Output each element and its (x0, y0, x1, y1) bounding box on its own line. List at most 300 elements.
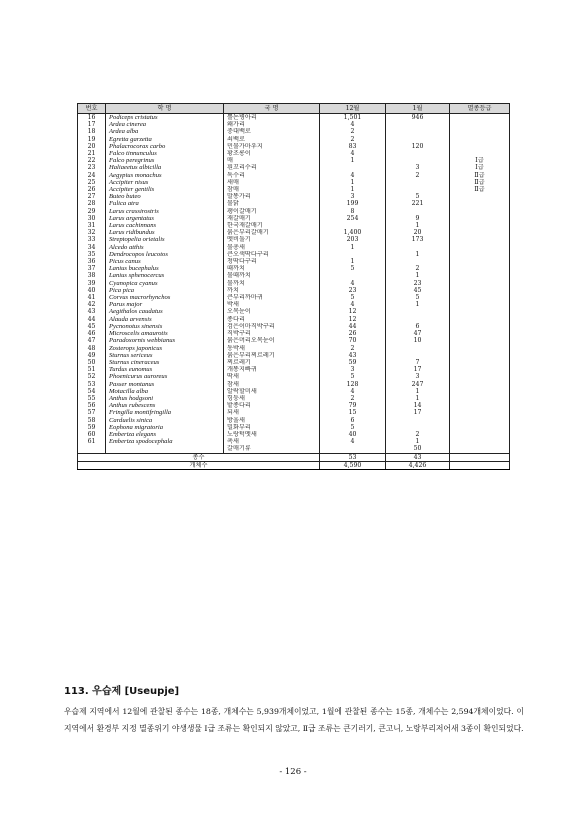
cell-grade: Ⅰ급 (450, 157, 510, 164)
cell-korean-name: 힝둥새 (224, 395, 320, 402)
cell-january: 1 (386, 438, 450, 445)
table-row (78, 316, 510, 323)
cell-december: 128 (320, 381, 386, 388)
cell-scientific-name: Anthus hodgsoni (106, 395, 224, 402)
cell-december: 4 (320, 280, 386, 287)
cell-korean-name: 물때까치 (224, 272, 320, 279)
cell-january: 20 (386, 229, 450, 236)
cell-december: 8 (320, 208, 386, 215)
cell-korean-name: 때까치 (224, 265, 320, 272)
cell-no: 32 (78, 229, 106, 236)
table-row (78, 409, 510, 416)
cell-no: 17 (78, 121, 106, 128)
cell-no: 50 (78, 359, 106, 366)
cell-grade (450, 193, 510, 200)
cell-scientific-name: Larus cachinnans (106, 222, 224, 229)
cell-january (386, 121, 450, 128)
species-table (77, 103, 510, 470)
col-header-korean-name: 국 명 (224, 104, 320, 114)
table-row (78, 294, 510, 301)
table-row (78, 157, 510, 164)
table-row (78, 186, 510, 193)
cell-grade (450, 229, 510, 236)
cell-no: 28 (78, 200, 106, 207)
cell-no: 40 (78, 287, 106, 294)
summary-label: 종수 (78, 453, 320, 461)
cell-no: 46 (78, 330, 106, 337)
cell-korean-name: 종다리 (224, 316, 320, 323)
table-row (78, 121, 510, 128)
cell-december: 59 (320, 359, 386, 366)
table-row (78, 323, 510, 330)
cell-scientific-name: Falco peregrinus (106, 157, 224, 164)
cell-january: 247 (386, 381, 450, 388)
cell-grade (450, 128, 510, 135)
cell-december: 4 (320, 388, 386, 395)
table-row (78, 352, 510, 359)
table-row (78, 215, 510, 222)
cell-grade (450, 445, 510, 453)
cell-korean-name: 물총새 (224, 244, 320, 251)
cell-korean-name: 괭이갈매기 (224, 208, 320, 215)
cell-december: 5 (320, 294, 386, 301)
cell-korean-name: 쇠백로 (224, 136, 320, 143)
cell-scientific-name: Accipiter gentilis (106, 186, 224, 193)
cell-grade (450, 215, 510, 222)
cell-korean-name: 재갈매기 (224, 215, 320, 222)
table-row (78, 431, 510, 438)
cell-no: 25 (78, 179, 106, 186)
cell-december: 1,501 (320, 114, 386, 122)
cell-korean-name: 멧비둘기 (224, 236, 320, 243)
cell-korean-name: 방울새 (224, 417, 320, 424)
cell-no: 18 (78, 128, 106, 135)
page-number: - 126 - (279, 767, 307, 777)
cell-korean-name: 까치 (224, 287, 320, 294)
cell-korean-name: 황조롱이 (224, 150, 320, 157)
cell-no: 22 (78, 157, 106, 164)
col-header-endangered-grade: 멸종등급 (450, 104, 510, 114)
cell-december: 15 (320, 409, 386, 416)
cell-december: 5 (320, 373, 386, 380)
table-row (78, 272, 510, 279)
table-row (78, 337, 510, 344)
cell-grade (450, 244, 510, 251)
cell-january: 45 (386, 287, 450, 294)
cell-grade (450, 114, 510, 122)
cell-december: 5 (320, 424, 386, 431)
cell-december: 1 (320, 179, 386, 186)
cell-no: 23 (78, 164, 106, 171)
col-header-no: 번호 (78, 104, 106, 114)
cell-january: 1 (386, 395, 450, 402)
cell-grade (450, 308, 510, 315)
cell-no: 58 (78, 417, 106, 424)
cell-grade: Ⅱ급 (450, 172, 510, 179)
cell-scientific-name: Passer montanus (106, 381, 224, 388)
cell-korean-name: 갈매기류 (224, 445, 320, 453)
cell-grade (450, 330, 510, 337)
cell-scientific-name: Parus major (106, 301, 224, 308)
cell-scientific-name: Turdus eunomus (106, 366, 224, 373)
cell-january: 120 (386, 143, 450, 150)
summary-jan: 43 (386, 453, 450, 461)
table-row (78, 164, 510, 171)
cell-scientific-name: Aegypius monachus (106, 172, 224, 179)
cell-scientific-name: Alauda arvensis (106, 316, 224, 323)
cell-january: 173 (386, 236, 450, 243)
cell-grade (450, 287, 510, 294)
cell-december: 12 (320, 308, 386, 315)
cell-korean-name: 새매 (224, 179, 320, 186)
cell-korean-name: 큰부리까마귀 (224, 294, 320, 301)
cell-january (386, 208, 450, 215)
cell-korean-name: 딱새 (224, 373, 320, 380)
cell-january (386, 308, 450, 315)
cell-no: 48 (78, 345, 106, 352)
table-row (78, 280, 510, 287)
cell-scientific-name: Microscelis amaurotis (106, 330, 224, 337)
cell-december: 2 (320, 345, 386, 352)
cell-january: 2 (386, 172, 450, 179)
col-header-january: 1월 (386, 104, 450, 114)
cell-no: 53 (78, 381, 106, 388)
cell-december: 40 (320, 431, 386, 438)
cell-scientific-name: Ardea alba (106, 128, 224, 135)
cell-no: 37 (78, 265, 106, 272)
cell-january: 1 (386, 301, 450, 308)
cell-december: 2 (320, 395, 386, 402)
cell-january: 1 (386, 251, 450, 258)
cell-december: 43 (320, 352, 386, 359)
cell-scientific-name: Eophona migratoria (106, 424, 224, 431)
cell-grade (450, 337, 510, 344)
cell-no: 41 (78, 294, 106, 301)
cell-december: 6 (320, 417, 386, 424)
cell-no: 29 (78, 208, 106, 215)
table-row (78, 388, 510, 395)
cell-january (386, 352, 450, 359)
cell-korean-name: 물닭 (224, 200, 320, 207)
cell-grade (450, 381, 510, 388)
cell-january (386, 316, 450, 323)
cell-scientific-name: Accipiter nisus (106, 179, 224, 186)
table-row (78, 373, 510, 380)
cell-no: 51 (78, 366, 106, 373)
cell-korean-name: 흰꼬리수리 (224, 164, 320, 171)
cell-grade (450, 359, 510, 366)
table-row (78, 244, 510, 251)
cell-scientific-name: Fulica atra (106, 200, 224, 207)
table-row (78, 136, 510, 143)
cell-no: 60 (78, 431, 106, 438)
cell-no: 30 (78, 215, 106, 222)
cell-december: 4 (320, 438, 386, 445)
cell-december: 26 (320, 330, 386, 337)
cell-scientific-name: Pycnonotus sinensis (106, 323, 224, 330)
cell-grade (450, 417, 510, 424)
col-header-scientific-name: 학 명 (106, 104, 224, 114)
cell-korean-name: 매 (224, 157, 320, 164)
cell-no (78, 445, 106, 453)
cell-grade (450, 251, 510, 258)
table-row (78, 345, 510, 352)
table-row (78, 193, 510, 200)
cell-january: 7 (386, 359, 450, 366)
cell-december: 254 (320, 215, 386, 222)
table-row (78, 359, 510, 366)
section-heading: 113. 우습제 [Useupje] (64, 686, 180, 697)
cell-korean-name: 민물가마우지 (224, 143, 320, 150)
table-row (78, 258, 510, 265)
cell-no: 59 (78, 424, 106, 431)
cell-grade (450, 222, 510, 229)
cell-grade: Ⅱ급 (450, 179, 510, 186)
cell-korean-name: 밀화부리 (224, 424, 320, 431)
cell-january (386, 179, 450, 186)
cell-grade (450, 323, 510, 330)
cell-december: 83 (320, 143, 386, 150)
cell-grade (450, 258, 510, 265)
cell-scientific-name: Dendrocopos leucotos (106, 251, 224, 258)
cell-korean-name: 왜가리 (224, 121, 320, 128)
cell-scientific-name: Emberiza spodocephala (106, 438, 224, 445)
cell-no: 16 (78, 114, 106, 122)
cell-korean-name: 동박새 (224, 345, 320, 352)
cell-korean-name: 밭종다리 (224, 402, 320, 409)
cell-korean-name: 독수리 (224, 172, 320, 179)
table-row (78, 208, 510, 215)
cell-no: 43 (78, 308, 106, 315)
table-row (78, 150, 510, 157)
cell-grade: Ⅰ급 (450, 164, 510, 171)
cell-scientific-name: Larus crassirostris (106, 208, 224, 215)
cell-grade (450, 424, 510, 431)
summary-label: 개체수 (78, 461, 320, 469)
cell-january: 9 (386, 215, 450, 222)
cell-december: 1 (320, 258, 386, 265)
cell-december: 2 (320, 136, 386, 143)
table-row (78, 381, 510, 388)
cell-no: 55 (78, 395, 106, 402)
cell-no: 39 (78, 280, 106, 287)
cell-no: 42 (78, 301, 106, 308)
cell-grade (450, 280, 510, 287)
cell-january: 221 (386, 200, 450, 207)
cell-january: 14 (386, 402, 450, 409)
cell-korean-name: 청딱다구리 (224, 258, 320, 265)
cell-january: 5 (386, 193, 450, 200)
cell-scientific-name: Egretta garzetta (106, 136, 224, 143)
table-row (78, 172, 510, 179)
table-header-row (78, 104, 510, 114)
cell-scientific-name: Buteo buteo (106, 193, 224, 200)
cell-scientific-name (106, 445, 224, 453)
cell-no: 26 (78, 186, 106, 193)
cell-scientific-name: Sturnus cineraceus (106, 359, 224, 366)
summary-dec: 4,590 (320, 461, 386, 469)
cell-korean-name: 큰오색딱다구리 (224, 251, 320, 258)
table-row (78, 402, 510, 409)
cell-january (386, 417, 450, 424)
table-row (78, 438, 510, 445)
cell-grade (450, 143, 510, 150)
cell-december: 1 (320, 186, 386, 193)
cell-december: 4 (320, 301, 386, 308)
cell-scientific-name: Podiceps cristatus (106, 114, 224, 122)
table-row (78, 417, 510, 424)
cell-january: 3 (386, 373, 450, 380)
cell-scientific-name: Zosterops japonicus (106, 345, 224, 352)
cell-december: 3 (320, 366, 386, 373)
summary-row-species (78, 453, 510, 461)
table-row (78, 251, 510, 258)
cell-january (386, 345, 450, 352)
table-row (78, 395, 510, 402)
summary-grade (450, 453, 510, 461)
cell-january: 1 (386, 222, 450, 229)
cell-korean-name: 되새 (224, 409, 320, 416)
cell-korean-name: 중대백로 (224, 128, 320, 135)
cell-scientific-name: Emberiza elegans (106, 431, 224, 438)
cell-grade (450, 352, 510, 359)
cell-grade (450, 294, 510, 301)
cell-december: 203 (320, 236, 386, 243)
cell-grade (450, 150, 510, 157)
table-row (78, 222, 510, 229)
cell-january (386, 258, 450, 265)
cell-no: 45 (78, 323, 106, 330)
table-row (78, 200, 510, 207)
cell-korean-name: 한국재갈매기 (224, 222, 320, 229)
cell-scientific-name: Aegithalos caudatus (106, 308, 224, 315)
cell-scientific-name: Corvus macrorhynchos (106, 294, 224, 301)
cell-no: 57 (78, 409, 106, 416)
cell-january: 946 (386, 114, 450, 122)
cell-korean-name: 뿔논병아리 (224, 114, 320, 122)
cell-january: 2 (386, 431, 450, 438)
cell-scientific-name: Alcedo atthis (106, 244, 224, 251)
cell-grade (450, 301, 510, 308)
cell-january: 47 (386, 330, 450, 337)
cell-january: 50 (386, 445, 450, 453)
cell-no: 19 (78, 136, 106, 143)
cell-december: 23 (320, 287, 386, 294)
cell-no: 21 (78, 150, 106, 157)
cell-december (320, 272, 386, 279)
table-row (78, 143, 510, 150)
cell-korean-name: 붉은부리갈매기 (224, 229, 320, 236)
cell-december: 70 (320, 337, 386, 344)
cell-january: 23 (386, 280, 450, 287)
cell-grade (450, 121, 510, 128)
cell-grade (450, 265, 510, 272)
col-header-december: 12월 (320, 104, 386, 114)
cell-korean-name: 개똥지빠귀 (224, 366, 320, 373)
cell-no: 31 (78, 222, 106, 229)
cell-korean-name: 알락할미새 (224, 388, 320, 395)
cell-korean-name: 붉은머리오목눈이 (224, 337, 320, 344)
cell-scientific-name: Falco tinnunculus (106, 150, 224, 157)
cell-grade (450, 208, 510, 215)
cell-scientific-name: Pica pica (106, 287, 224, 294)
cell-no: 34 (78, 244, 106, 251)
cell-grade (450, 395, 510, 402)
cell-scientific-name: Streptopelia orietalis (106, 236, 224, 243)
cell-grade (450, 409, 510, 416)
cell-grade: Ⅱ급 (450, 186, 510, 193)
cell-no: 44 (78, 316, 106, 323)
cell-korean-name: 붉은부리찌르레기 (224, 352, 320, 359)
table-row (78, 179, 510, 186)
cell-december: 199 (320, 200, 386, 207)
cell-january: 17 (386, 366, 450, 373)
cell-january (386, 150, 450, 157)
cell-korean-name: 직박구리 (224, 330, 320, 337)
table-row (78, 308, 510, 315)
cell-december: 1,400 (320, 229, 386, 236)
cell-december: 4 (320, 150, 386, 157)
cell-no: 33 (78, 236, 106, 243)
cell-korean-name: 노랑턱멧새 (224, 431, 320, 438)
cell-january: 6 (386, 323, 450, 330)
cell-january: 5 (386, 294, 450, 301)
cell-no: 36 (78, 258, 106, 265)
cell-no: 24 (78, 172, 106, 179)
cell-grade (450, 438, 510, 445)
cell-december: 12 (320, 316, 386, 323)
cell-scientific-name: Motacilla alba (106, 388, 224, 395)
table-row (78, 287, 510, 294)
cell-january: 1 (386, 388, 450, 395)
cell-korean-name: 박새 (224, 301, 320, 308)
cell-scientific-name: Anthus rubescens (106, 402, 224, 409)
cell-december (320, 251, 386, 258)
cell-grade (450, 366, 510, 373)
cell-scientific-name: Sturnus sericeus (106, 352, 224, 359)
cell-grade (450, 431, 510, 438)
table-row (78, 229, 510, 236)
cell-january (386, 128, 450, 135)
cell-grade (450, 136, 510, 143)
cell-january (386, 186, 450, 193)
cell-grade (450, 272, 510, 279)
cell-no: 49 (78, 352, 106, 359)
cell-scientific-name: Carduelis sinica (106, 417, 224, 424)
cell-scientific-name: Lanius sphenocercus (106, 272, 224, 279)
cell-grade (450, 236, 510, 243)
cell-december: 2 (320, 128, 386, 135)
cell-korean-name: 참새 (224, 381, 320, 388)
table-row (78, 301, 510, 308)
cell-korean-name: 검은이마직박구리 (224, 323, 320, 330)
summary-dec: 53 (320, 453, 386, 461)
cell-scientific-name: Paradoxornis webbianus (106, 337, 224, 344)
cell-december: 44 (320, 323, 386, 330)
cell-no: 47 (78, 337, 106, 344)
cell-january (386, 136, 450, 143)
section-paragraph: 우습제 지역에서 12월에 관찰된 종수는 18종, 개체수는 5,939개체이었고, 1월에 관찰된 종수는 15종, 개체수는 2,594개체이었다. 이 지역에서 환경부 지정 멸종위기 야생생물 Ⅰ급 조류는 확인되지 않았고, Ⅱ급 조류는 큰기러기, 큰고니, 노랑부리저어새 3종이 확인되었다. (64, 707, 524, 733)
cell-december (320, 222, 386, 229)
cell-january: 1 (386, 272, 450, 279)
cell-korean-name: 오목눈이 (224, 308, 320, 315)
cell-grade (450, 402, 510, 409)
cell-scientific-name: Larus argentatus (106, 215, 224, 222)
cell-no: 27 (78, 193, 106, 200)
cell-grade (450, 373, 510, 380)
cell-no: 20 (78, 143, 106, 150)
table-row (78, 236, 510, 243)
